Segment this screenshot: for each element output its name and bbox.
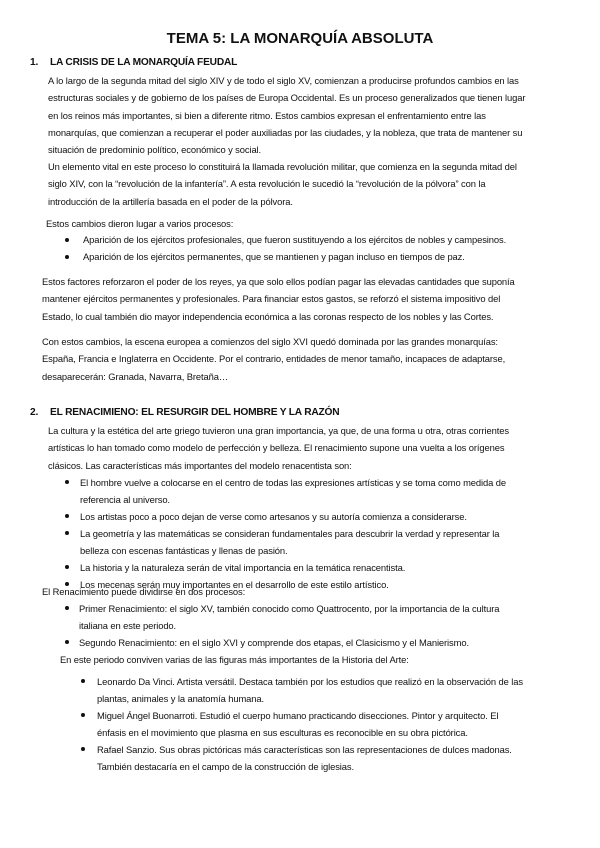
text-line: El Renacimiento puede dividirse en dos procesos: [42,586,246,597]
paragraph [48,422,509,474]
figures-list [97,673,523,775]
text-line: Estado, lo cual también dio mayor independencia económica a las coronas respecto de los nobles y las Cortes. [42,310,494,322]
text-line: Estos factores reforzaron el poder de los reyes, ya que solo ellos podían pagar las elevadas cantidades que suponía [42,276,515,287]
text-line: mantener ejércitos permanentes y profesionales. Para financiar estos gastos, se reforzó el sistema impositivo del [42,293,501,305]
list-item-text: Aparición de los ejércitos profesionales, que fueron sustituyendo a los ejércitos de nobles y campesinos. [83,234,507,245]
text-line: Estos cambios dieron lugar a varios procesos: [46,218,234,229]
text-line: artísticas lo han tomado como modelo de perfección y belleza. El renacimiento supone una vuelta a los orígenes [48,442,505,454]
text-line: En este periodo conviven varias de las figuras más importantes de la Historia del Arte: [60,654,409,665]
text-line: desaparecerán: Granada, Navarra, Bretaña… [42,370,229,382]
list-item-text: También destacaría en el campo de la construcción de iglesias. [97,761,354,772]
bullet-list [83,232,506,265]
paragraph [48,158,517,210]
list-intro [46,215,233,232]
text-line: siglo XIV, con la “revolución de la infantería”. A esta revolución le sucedió la “revolución de la pólvora” con la [48,178,486,190]
section-title: LA CRISIS DE LA MONARQUÍA FEUDAL [50,57,238,68]
section-number: 1. [30,57,39,68]
section-number: 2. [30,407,39,418]
list-item-text: referencia al universo. [80,494,170,505]
list-intro [60,651,409,668]
section-2-heading [30,407,339,418]
list-item-text: Los artistas poco a poco dejan de verse como artesanos y su autoría comienza a considerarse. [80,511,467,522]
text-line: clásicos. Las características más importantes del modelo renacentista son: [48,459,352,471]
text-line: Un elemento vital en este proceso lo constituirá la llamada revolución militar, que comienza en la segunda mitad del [48,161,517,172]
list-item [97,707,523,741]
list-item-text: plantas, animales y la anatomía humana. [97,693,265,704]
list-item-text: Rafael Sanzio. Sus obras pictóricas más características son las representaciones de dulces madonas. [97,744,512,755]
bullet-icon [65,565,69,569]
paragraph [48,72,525,158]
bullet-icon [65,480,69,484]
list-item [80,508,506,525]
text-line: estructuras sociales y de gobierno de los países de Europa Occidental. Es un proceso generalizados que tienen lugar [48,92,526,104]
list-item-text: La geometría y las matemáticas se consideran fundamentales para descubrir la verdad y representar la [80,528,500,539]
text-line: La cultura y la estética del arte griego tuvieron una gran importancia, ya que, de una forma u otra, otras corrientes [48,425,509,436]
bullet-icon [65,238,69,242]
list-item-text: Miguel Ángel Buonarroti. Estudió el cuerpo humano practicando disecciones. Pintor y arquitecto. El [97,710,499,721]
list-item-text: La historia y la naturaleza serán de vital importancia en la temática renacentista. [80,562,406,573]
bullet-icon [81,713,85,717]
bullet-icon [65,255,69,259]
list-item-text: Primer Renacimiento: el siglo XV, también conocido como Quattrocento, por la importancia de la cultura [79,603,500,614]
bullet-icon [65,606,69,610]
list-item-text: Los mecenas serán muy importantes en el desarrollo de este estilo artístico. [80,579,389,590]
list-item [79,634,499,651]
text-line: monarquías, que comienzan a recuperar el poder auxiliadas por las ciudades, y la nobleza, que trata de mantener su [48,126,523,138]
section-title: EL RENACIMIENO: EL RESURGIR DEL HOMBRE Y LA RAZÓN [50,407,340,418]
list-item [83,232,506,249]
paragraph [42,333,505,385]
list-item [80,474,506,508]
list-item [83,249,506,266]
features-list [80,474,506,593]
paragraph [42,273,515,325]
list-intro [42,583,245,600]
bullet-icon [81,747,85,751]
list-item-text: Aparición de los ejércitos permanentes, que se mantienen y pagan incluso en tiempos de paz. [83,250,465,262]
list-item [80,559,506,576]
list-item [80,525,506,559]
text-line: en los reinos más importantes, si bien a diferente ritmo. Estos cambios expresan el enfrentamiento entre las [48,109,486,121]
text-line: España, Francia e Inglaterra en Occidente. Por el contrario, entidades de menor tamaño, incapaces de adaptarse, [42,353,506,365]
list-item-text: Leonardo Da Vinci. Artista versátil. Destaca también por los estudios que realizó en la observación de las [97,676,523,687]
section-1-heading [30,57,237,68]
bullet-icon [65,640,69,644]
text-line: introducción de la artillería basada en el poder de la pólvora. [48,195,293,207]
page-title: TEMA 5: LA MONARQUÍA ABSOLUTA [166,30,434,47]
list-item-text: énfasis en el movimiento que plasma en sus esculturas es reconocible en su obra pictórica. [97,727,468,738]
bullet-icon [65,531,69,535]
text-line: situación de predominio político, económico y social. [48,144,262,156]
bullet-icon [81,679,85,683]
list-item-text: belleza con escenas fantásticas y llenas de pasión. [80,545,288,556]
list-item [97,741,523,775]
text-line: Con estos cambios, la escena europea a comienzos del siglo XVI quedó dominada por las grandes monarquías: [42,336,498,347]
periods-list [79,600,499,651]
bullet-icon [65,514,69,518]
list-item-text: Segundo Renacimiento: en el siglo XVI y comprende dos etapas, el Clasicismo y el Manierismo. [79,637,469,648]
text-line: A lo largo de la segunda mitad del siglo XIV y de todo el siglo XV, comienzan a producirse profundos cambios en las [48,75,519,86]
list-item-text: El hombre vuelve a colocarse en el centro de todas las expresiones artísticas y se toma como medida de [80,477,506,488]
list-item [97,673,523,707]
list-item [79,600,499,634]
list-item-text: italiana en este periodo. [79,620,177,631]
